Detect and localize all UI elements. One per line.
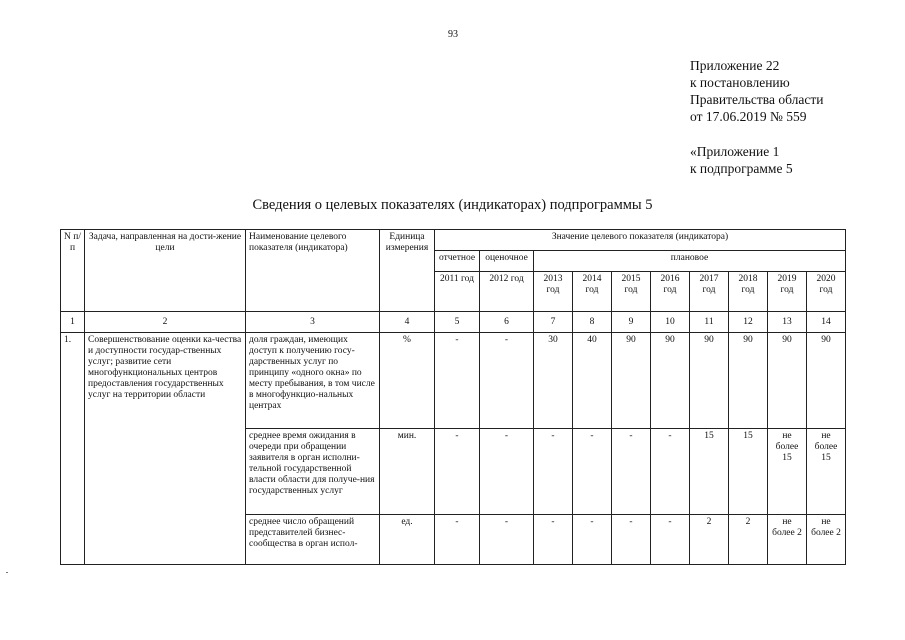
appendix-block [690, 57, 823, 125]
column-numbers-row [61, 312, 846, 333]
value-cell: - [435, 333, 480, 429]
year-header: 2013 год [534, 272, 573, 312]
value-cell: 2 [729, 515, 768, 565]
value-cell: 40 [573, 333, 612, 429]
task-cell: Совершенствование оценки ка-чества и доступности государ-ственных услуг; развитие сети многофункциональных центров предоставления государственных услуг на территории области [85, 333, 246, 565]
value-cell: не более 15 [807, 429, 846, 515]
year-header: 2020 год [807, 272, 846, 312]
value-cell: - [480, 515, 534, 565]
year-header: 2012 год [480, 272, 534, 312]
appendix-line: Приложение 22 [690, 58, 780, 73]
column-number: 5 [435, 312, 480, 333]
appendix-line: к постановлению [690, 75, 790, 90]
header-task: Задача, направленная на дости-жение цели [85, 230, 246, 312]
value-cell: - [612, 429, 651, 515]
value-cell: - [573, 515, 612, 565]
year-header: 2011 год [435, 272, 480, 312]
appendix-line: от 17.06.2019 № 559 [690, 109, 807, 124]
unit-cell: ед. [380, 515, 435, 565]
header-reported: отчетное [435, 251, 480, 272]
value-cell: 90 [729, 333, 768, 429]
year-header: 2016 год [651, 272, 690, 312]
value-cell: 90 [768, 333, 807, 429]
appendix-line: Правительства области [690, 92, 824, 107]
year-header: 2015 год [612, 272, 651, 312]
column-number: 11 [690, 312, 729, 333]
row-number: 1. [61, 333, 85, 565]
year-header: 2018 год [729, 272, 768, 312]
value-cell: - [435, 429, 480, 515]
table-row [61, 333, 846, 429]
header-value: Значение целевого показателя (индикатора) [435, 230, 846, 251]
header-num: N п/п [61, 230, 85, 312]
value-cell: - [534, 515, 573, 565]
value-cell: 90 [807, 333, 846, 429]
indicator-cell: доля граждан, имеющих доступ к получению госу-дарственных услуг по принципу «одного окна» по месту пребывания, в том числе в многофункцио-нальных центрах [246, 333, 380, 429]
value-cell: - [480, 333, 534, 429]
document-title: Сведения о целевых показателях (индикаторах) подпрограммы 5 [252, 197, 653, 213]
header-row [61, 230, 846, 251]
value-cell: - [651, 515, 690, 565]
appendix-line: к подпрограмме 5 [690, 161, 793, 176]
header-unit: Единица измерения [380, 230, 435, 312]
unit-cell: % [380, 333, 435, 429]
value-cell: 90 [690, 333, 729, 429]
column-number: 8 [573, 312, 612, 333]
page-number: 93 [448, 29, 458, 40]
value-cell: 90 [612, 333, 651, 429]
value-cell: - [573, 429, 612, 515]
value-cell: - [480, 429, 534, 515]
value-cell: не более 15 [768, 429, 807, 515]
column-number: 2 [85, 312, 246, 333]
indicator-cell: среднее число обращений представителей бизнес-сообщества в орган испол- [246, 515, 380, 565]
value-cell: - [651, 429, 690, 515]
column-number: 12 [729, 312, 768, 333]
column-number: 3 [246, 312, 380, 333]
column-number: 7 [534, 312, 573, 333]
value-cell: 90 [651, 333, 690, 429]
year-header: 2017 год [690, 272, 729, 312]
value-cell: не более 2 [768, 515, 807, 565]
value-cell: - [435, 515, 480, 565]
column-number: 13 [768, 312, 807, 333]
column-number: 4 [380, 312, 435, 333]
value-cell: не более 2 [807, 515, 846, 565]
year-header: 2019 год [768, 272, 807, 312]
value-cell: 30 [534, 333, 573, 429]
indicators-table [60, 229, 846, 565]
value-cell: 15 [690, 429, 729, 515]
appendix-block-2 [690, 143, 793, 177]
year-header: 2014 год [573, 272, 612, 312]
value-cell: 2 [690, 515, 729, 565]
appendix-line: «Приложение 1 [690, 144, 780, 159]
scan-artifact [6, 572, 8, 573]
column-number: 6 [480, 312, 534, 333]
column-number: 1 [61, 312, 85, 333]
column-number: 14 [807, 312, 846, 333]
column-number: 10 [651, 312, 690, 333]
indicator-cell: среднее время ожидания в очереди при обращении заявителя в орган исполни-тельной государственной власти области для получе-ния государственных услуг [246, 429, 380, 515]
value-cell: - [612, 515, 651, 565]
header-planned: плановое [534, 251, 846, 272]
value-cell: 15 [729, 429, 768, 515]
unit-cell: мин. [380, 429, 435, 515]
value-cell: - [534, 429, 573, 515]
header-indicator: Наименование целевого показателя (индикатора) [246, 230, 380, 312]
column-number: 9 [612, 312, 651, 333]
header-estimated: оценочное [480, 251, 534, 272]
